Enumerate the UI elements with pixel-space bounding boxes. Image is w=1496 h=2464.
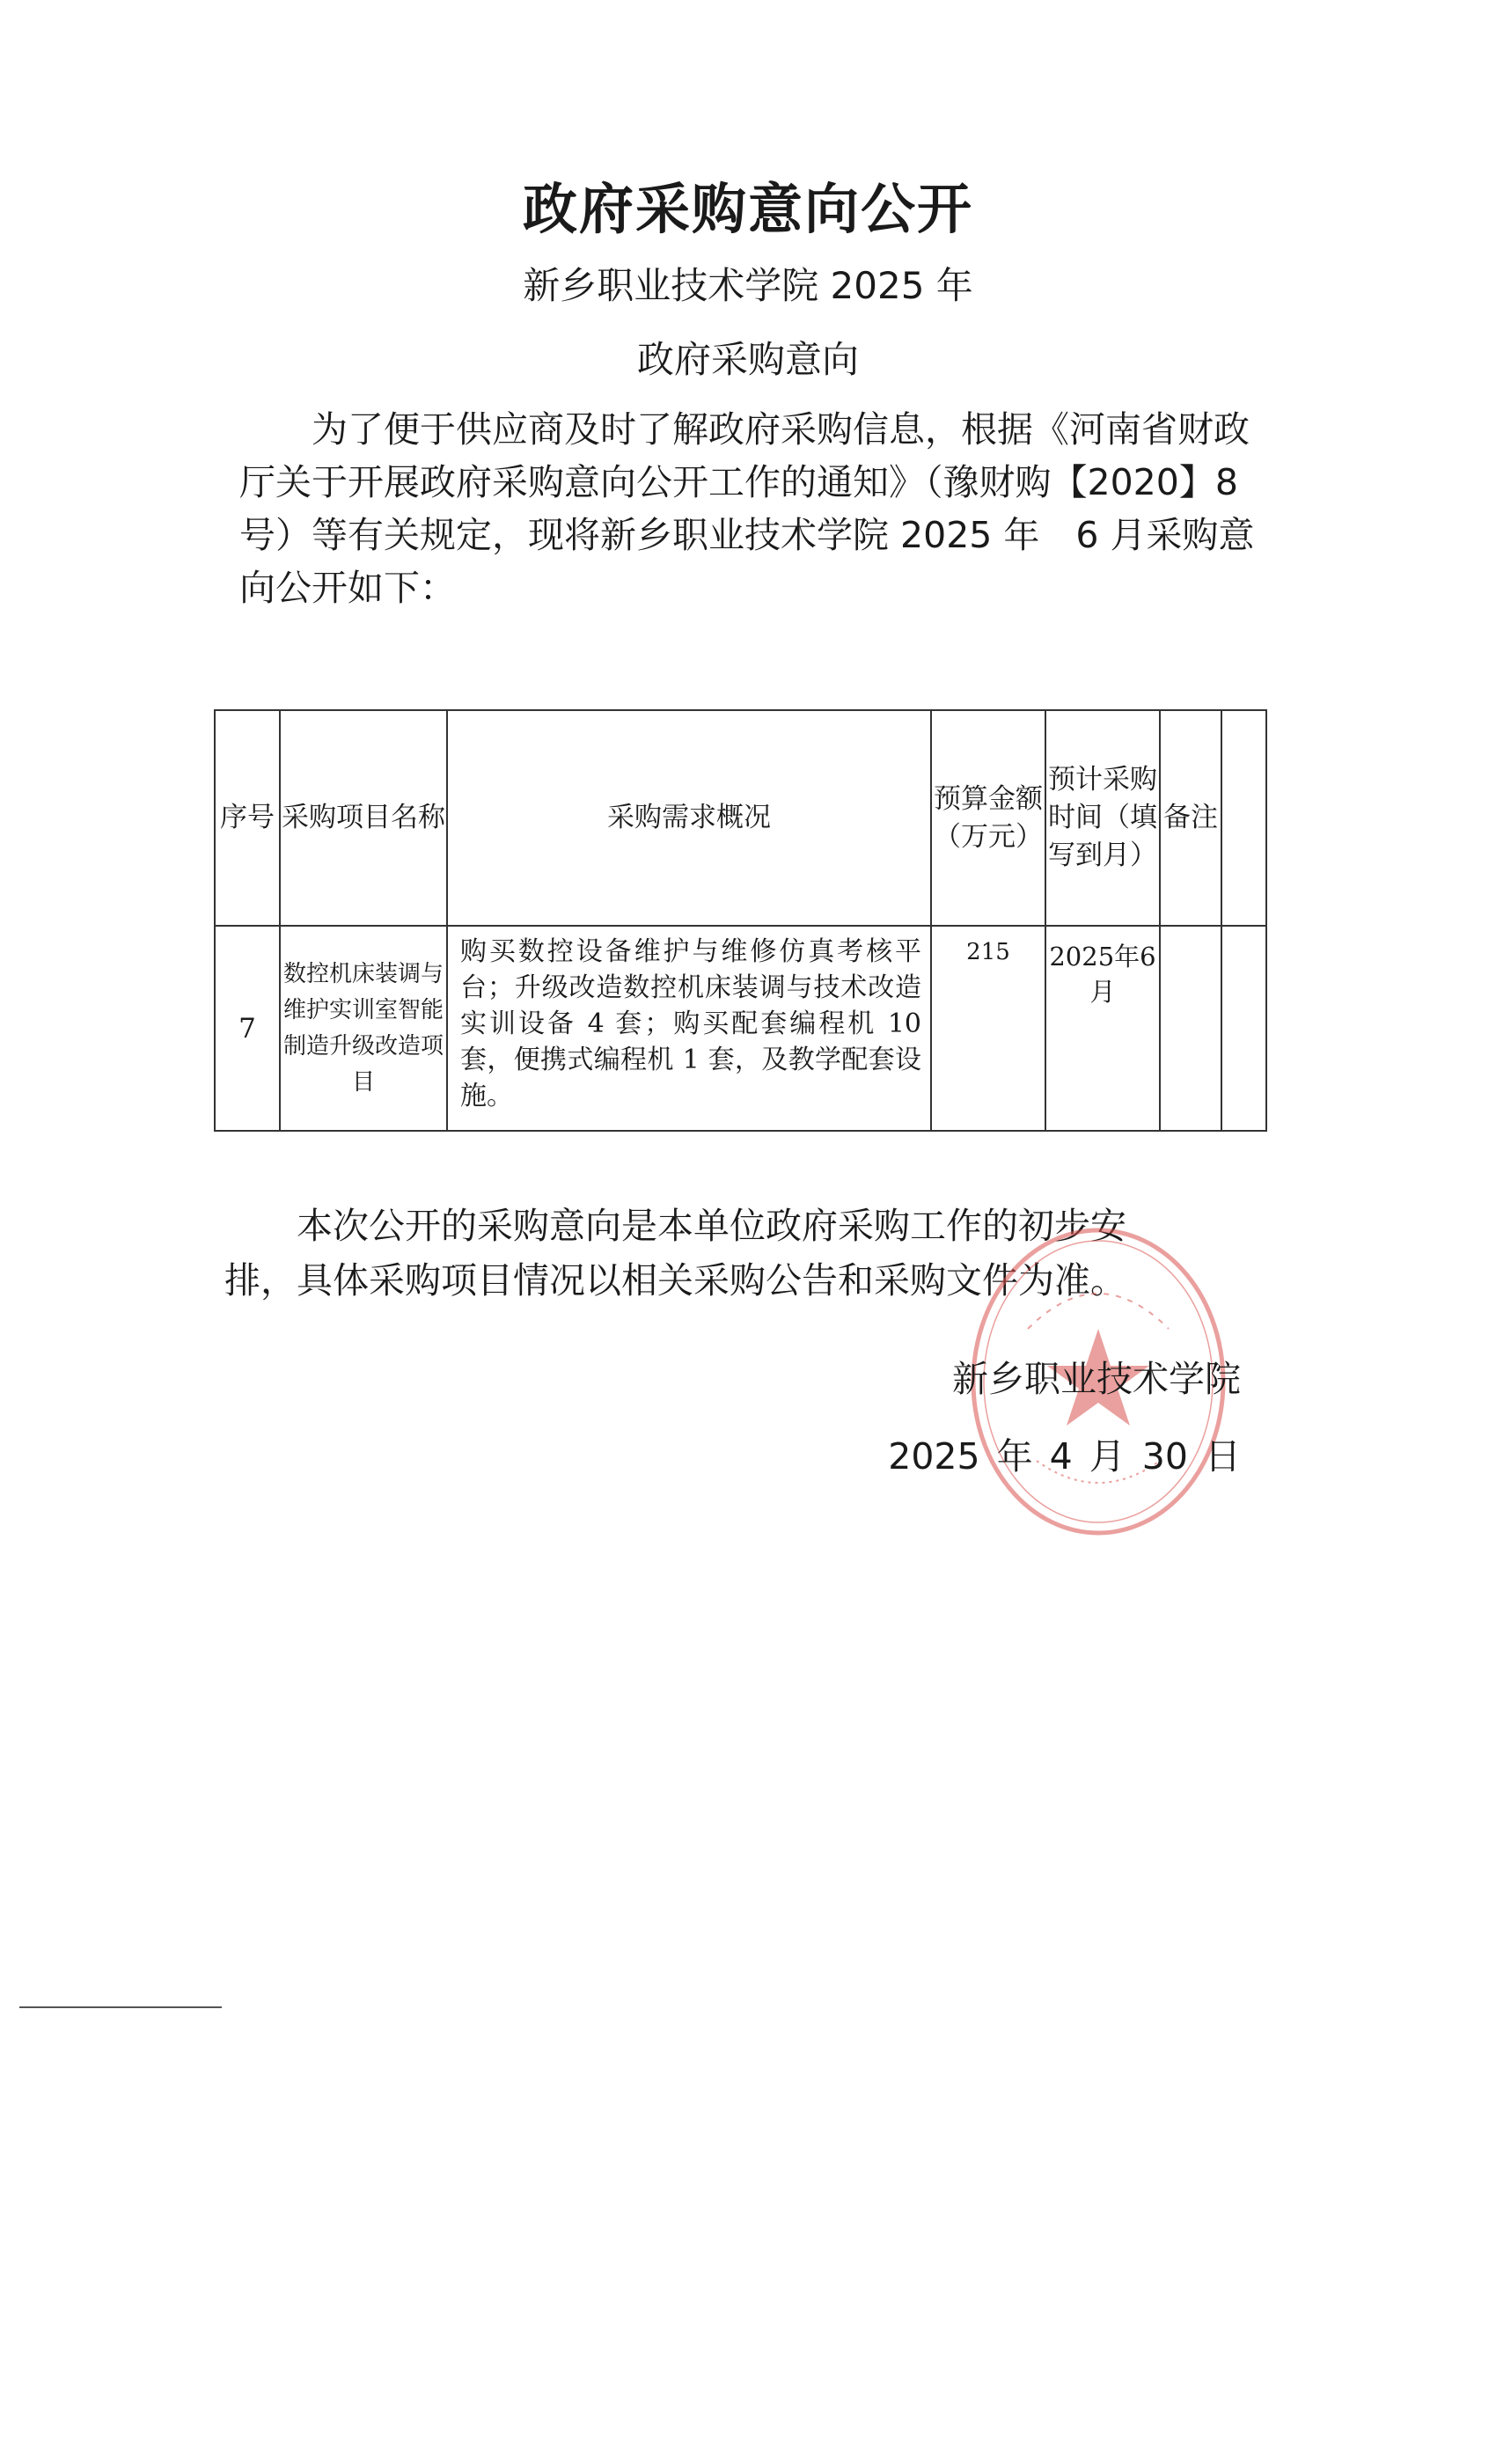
- closing-line: 排，具体采购项目情况以相关采购公告和采购文件为准。: [224, 1259, 1126, 1302]
- closing-line: 本次公开的采购意向是本单位政府采购工作的初步安: [297, 1205, 1126, 1247]
- row-budget: 215: [931, 926, 1045, 1131]
- row-name: 数控机床装调与维护实训室智能制造升级改造项目: [280, 926, 447, 1131]
- intro-line: 为了便于供应商及时了解政府采购信息，根据《河南省财政: [312, 408, 1250, 451]
- header-name: 采购项目名称: [280, 710, 447, 926]
- header-budget: 预算金额（万元）: [931, 710, 1045, 926]
- intro-line: 号）等有关规定，现将新乡职业技术学院 2025 年 6 月采购意: [239, 514, 1255, 556]
- header-desc: 采购需求概况: [447, 710, 931, 926]
- row-time: 2025年6月: [1045, 926, 1160, 1131]
- document-title: 政府采购意向公开: [522, 177, 973, 241]
- row-seq: 7: [215, 926, 280, 1131]
- header-time: 预计采购时间（填写到月）: [1045, 710, 1160, 926]
- row-remark: [1160, 926, 1221, 1131]
- intro-line: 向公开如下：: [239, 567, 456, 609]
- header-blank: [1221, 710, 1266, 926]
- header-remark: 备注: [1160, 710, 1221, 926]
- procurement-table: [214, 709, 1267, 1132]
- intro-paragraph: [239, 403, 1267, 614]
- table-row: [215, 926, 1266, 1131]
- table-header-row: [215, 710, 1266, 926]
- signer-name: 新乡职业技术学院: [952, 1358, 1241, 1400]
- document-subtitle-intent: 政府采购意向: [636, 338, 859, 381]
- page-divider-line: [19, 2006, 222, 2008]
- intro-line: 厅关于开展政府采购意向公开工作的通知》（豫财购【2020】8: [239, 461, 1238, 503]
- row-blank: [1221, 926, 1266, 1131]
- signature-date: 2025 年 4 月 30 日: [888, 1435, 1241, 1478]
- document-subtitle-institution: 新乡职业技术学院 2025 年: [523, 264, 973, 307]
- header-seq: 序号: [215, 710, 280, 926]
- row-desc: 购买数控设备维护与维修仿真考核平台；升级改造数控机床装调与技术改造实训设备 4 套；购买配套编程机 10 套，便携式编程机 1 套，及教学配套设施。: [447, 926, 931, 1131]
